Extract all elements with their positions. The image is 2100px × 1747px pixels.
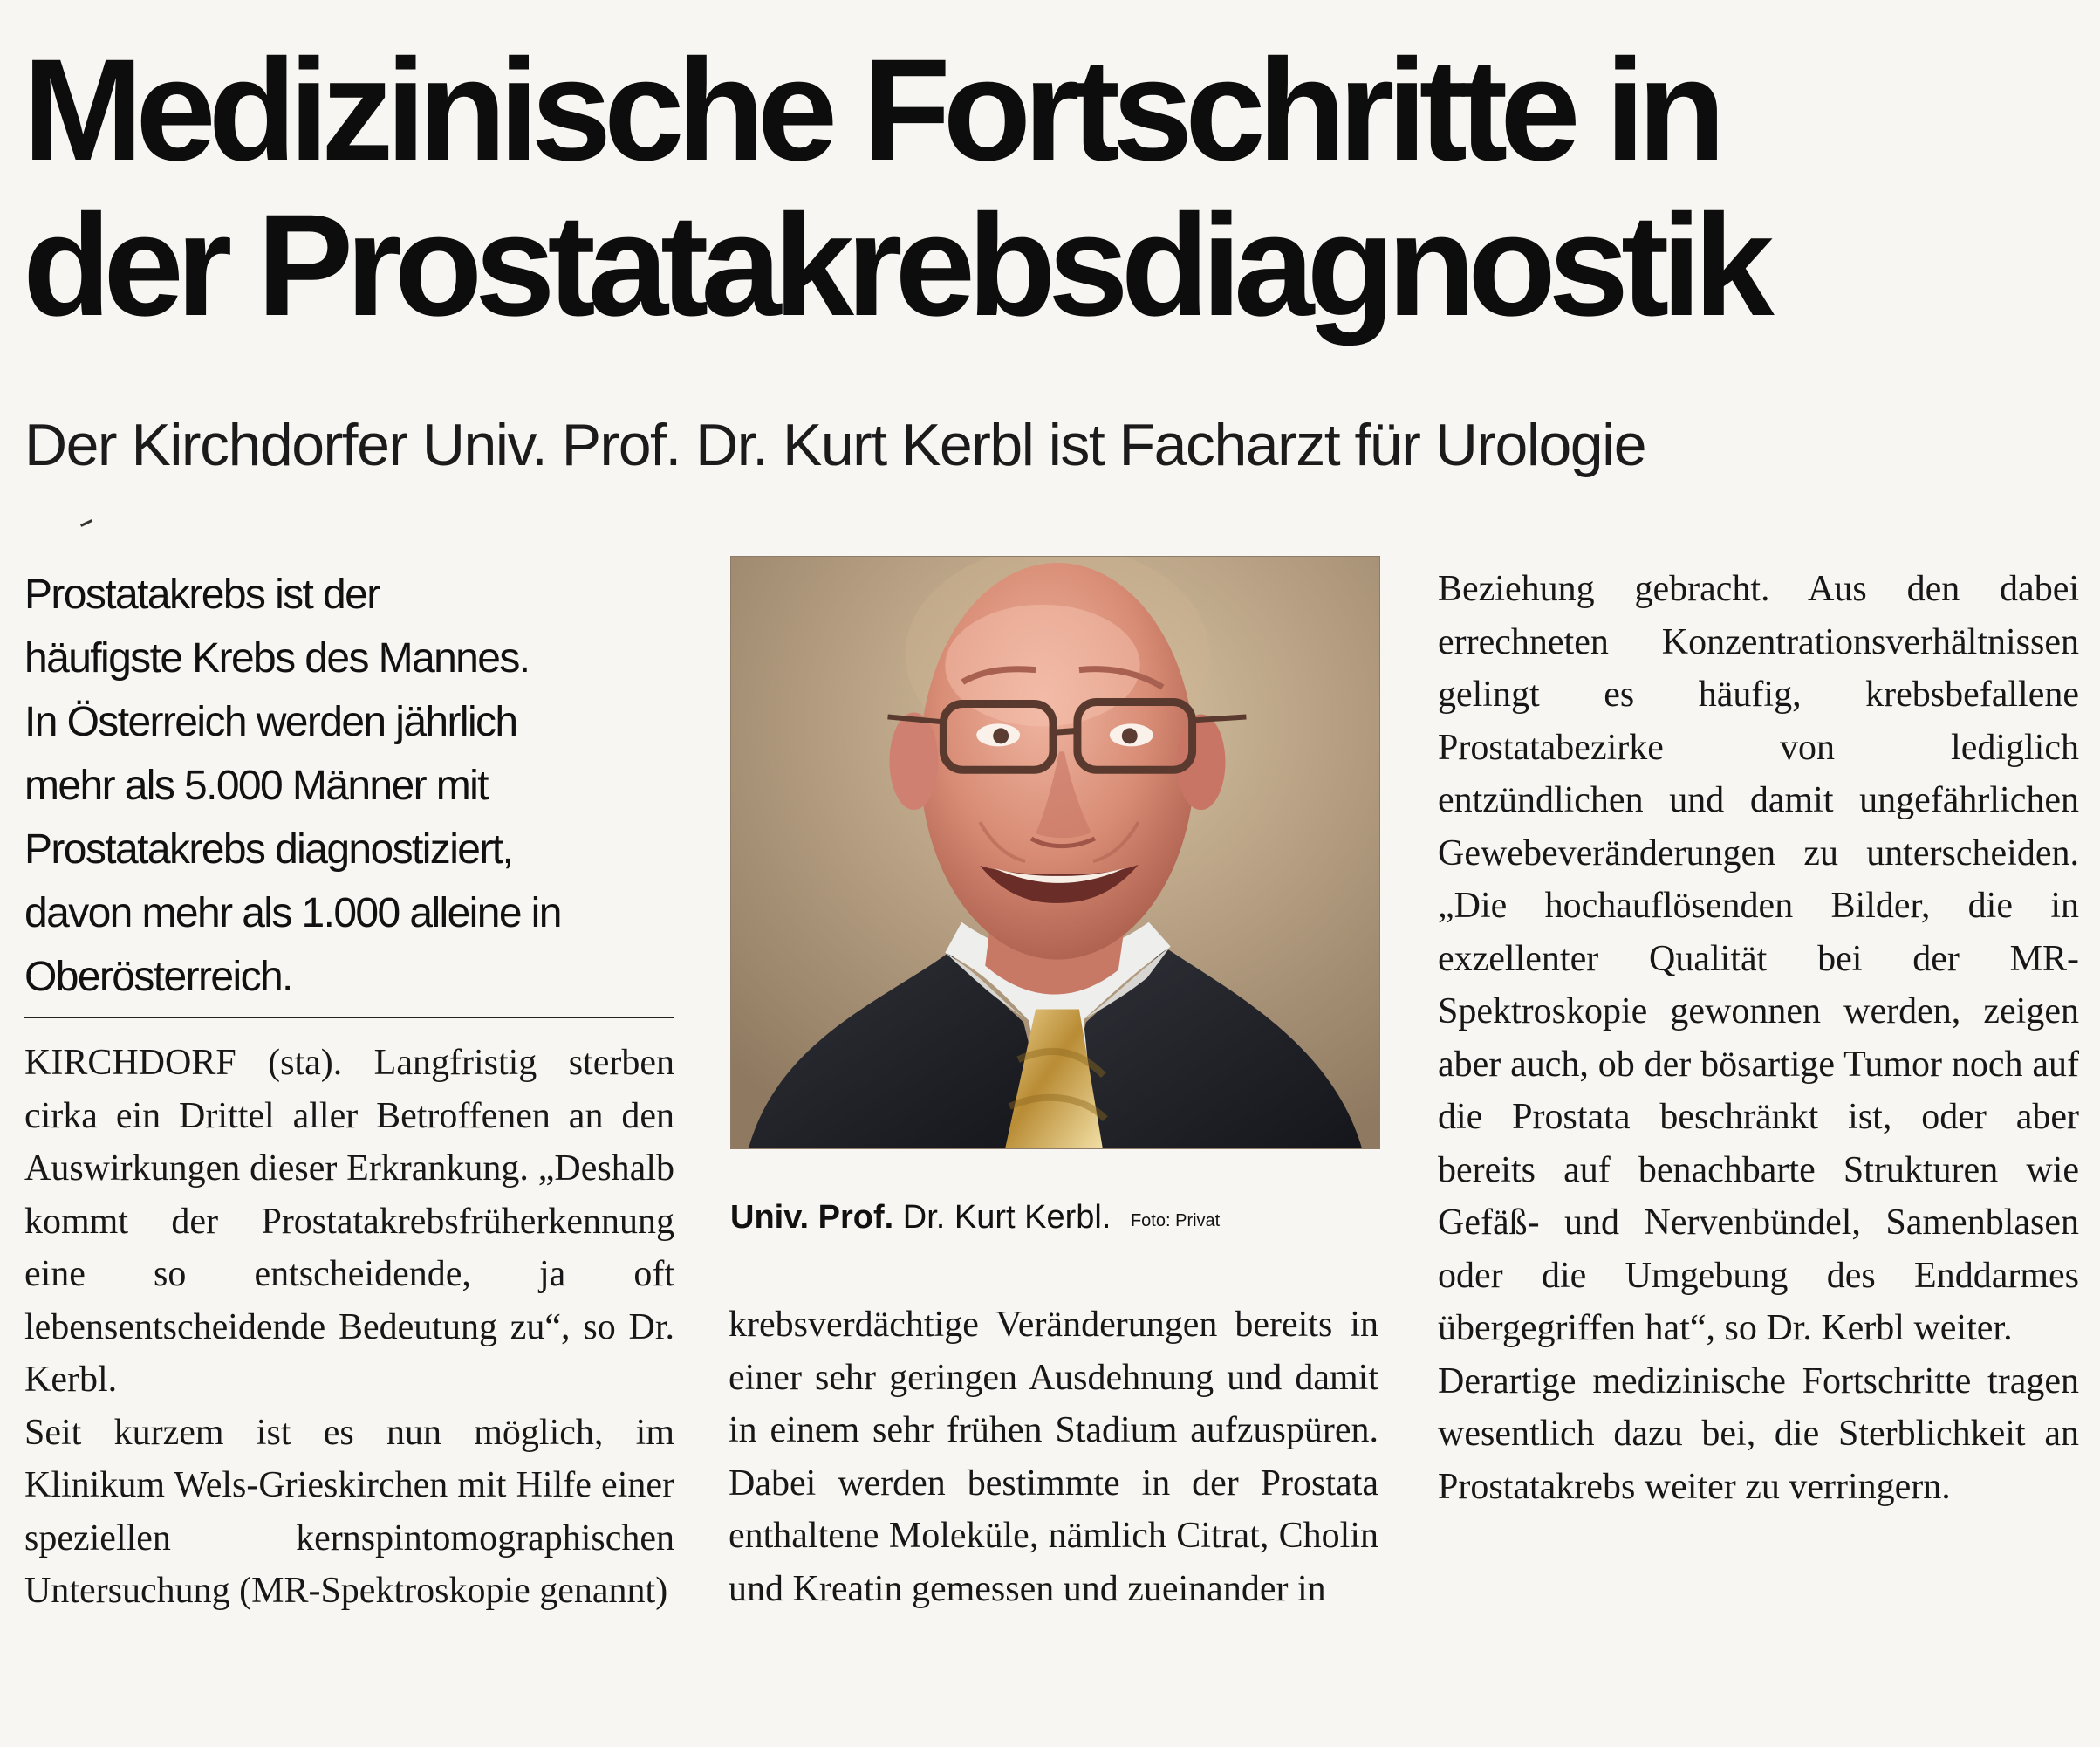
- caption-name: Dr. Kurt Kerbl.: [902, 1199, 1112, 1236]
- lead-line: Prostatakrebs ist der: [24, 572, 380, 618]
- portrait-photo: [730, 556, 1380, 1149]
- article-column-middle: [729, 1298, 1378, 1717]
- lead-line: Oberösterreich.: [24, 954, 292, 1000]
- lead-line: davon mehr als 1.000 alleine in: [24, 890, 561, 936]
- photo-caption: [730, 1201, 1380, 1234]
- article-paragraph: Beziehung gebracht. Aus den dabei errechneten Konzentrationsverhältnissen gelingt es häufig, krebsbefallene Prostatabezirke von lediglich entzündlichen und damit ungefährlichen Gewebeveränderungen zu unterscheiden. „Die hochauflösenden Bilder, die in exzellenter Qualität bei der MR-Spektroskopie gewonnen werden, zeigen aber auch, ob der bösartige Tumor noch auf die Prostata beschränkt ist, oder aber bereits auf benachbarte Strukturen wie Gefäß- und Nervenbündel, Samenblasen oder die Umgebung des Enddarmes übergegriffen hat“, so Dr. Kerbl weiter.: [1438, 569, 2079, 1348]
- lead-line: In Österreich werden jährlich: [24, 699, 517, 745]
- print-mark: [80, 519, 92, 527]
- lead-line: Prostatakrebs diagnostiziert,: [24, 826, 513, 873]
- headline-line-1: Medizinische Fortschritte in: [23, 30, 1719, 191]
- lead-divider: [24, 1017, 674, 1018]
- headline-line-2: der Prostatakrebsdiagnostik: [23, 184, 1767, 346]
- article-paragraph: krebsverdächtige Veränderungen bereits in einer sehr geringen Ausdehnung und damit in einem sehr frühen Stadium aufzuspüren. Dabei werden bestimmte in der Prostata enthaltene Moleküle, nämlich Citrat, Cholin und Kreatin gemessen und zueinander in: [729, 1305, 1378, 1609]
- lead-line: häufigste Krebs des Mannes.: [24, 635, 530, 682]
- article-paragraph: Derartige medizinische Fortschritte tragen wesentlich dazu bei, die Sterblichkeit an Prostatakrebs weiter zu verringern.: [1438, 1360, 2079, 1507]
- article-paragraph: KIRCHDORF (sta). Langfristig sterben cirka ein Drittel aller Betroffenen an den Auswirkungen dieser Erkrankung. „Deshalb kommt der Prostatakrebsfrüherkennung eine so entscheidende, ja oft lebensentscheidende Bedeutung zu“, so Dr. Kerbl.: [24, 1043, 674, 1400]
- photo-credit: Foto: Privat: [1130, 1211, 1221, 1230]
- lead-line: mehr als 5.000 Männer mit: [24, 763, 488, 809]
- lead-paragraph: [24, 563, 674, 1009]
- caption-title: Univ. Prof.: [730, 1199, 894, 1236]
- article-column-right: [1438, 563, 2079, 1715]
- subtitle: Der Kirchdorfer Univ. Prof. Dr. Kurt Kerbl ist Facharzt für Urologie: [24, 412, 1646, 478]
- article-column-left: [24, 1037, 674, 1717]
- headline: [23, 30, 2082, 346]
- article-paragraph: Seit kurzem ist es nun möglich, im Klinikum Wels-Grieskirchen mit Hilfe einer speziellen kernspintomographischen Untersuchung (MR-Spektroskopie genannt): [24, 1412, 674, 1611]
